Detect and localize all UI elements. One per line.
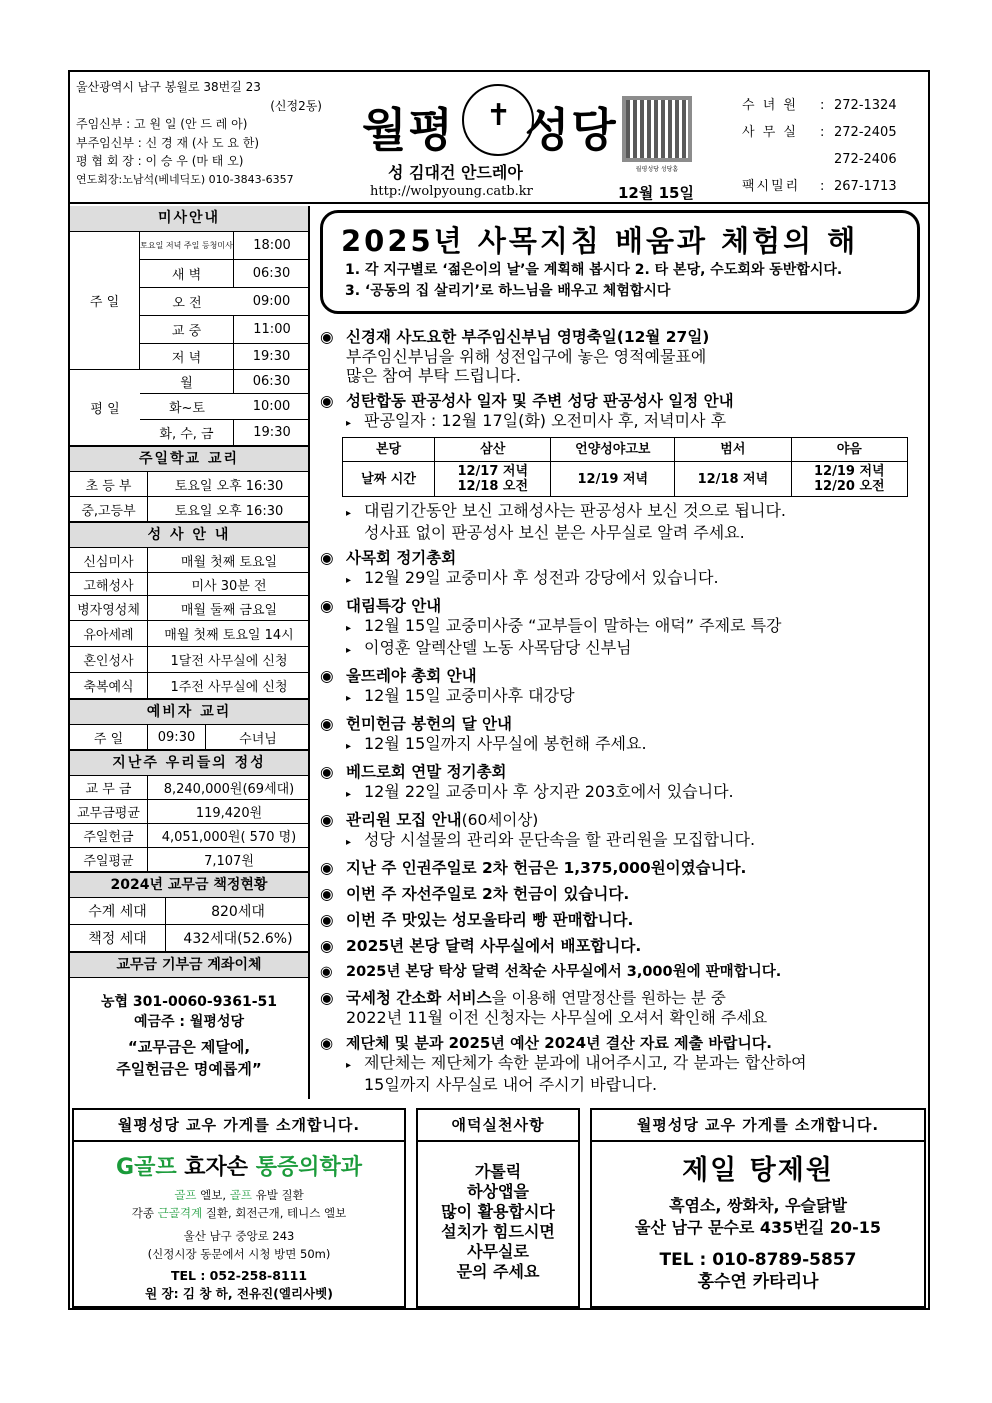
offering-value: 119,420원	[148, 800, 310, 824]
school-group: 초 등 부	[70, 472, 148, 497]
notice-body: 대림기간동안 보신 고해성사는 판공성사 보신 것으로 됩니다.	[364, 501, 787, 520]
offering-label: 주일평균	[70, 848, 148, 872]
bulletin-date: 12월 15일	[618, 184, 694, 202]
mass-name: 월	[140, 370, 234, 394]
notice-title: 국세청 간소화 서비스	[346, 989, 492, 1007]
bullet-circle-icon: ◉	[320, 859, 334, 877]
store-ad-golf	[72, 1108, 406, 1308]
contact-row: 272-2406	[834, 152, 897, 167]
bullet-circle-icon: ◉	[320, 937, 334, 955]
offering-label: 교무금평균	[70, 800, 148, 824]
offering-label: 주일헌금	[70, 824, 148, 848]
mass-time: 06:30	[234, 260, 310, 288]
triangle-bullet-icon: ▸	[346, 508, 352, 519]
school-time: 토요일 오후 16:30	[148, 472, 310, 497]
sacrament-time: 매월 첫째 토요일	[148, 548, 310, 573]
mass-time: 19:30	[234, 344, 310, 370]
assistant-pastor: 부주임신부 : 신 경 재 (사 도 요 한)	[76, 135, 260, 150]
dues-value: 820세대	[166, 898, 310, 925]
store-ad-header: 월평성당 교우 가게를 소개합니다.	[592, 1110, 924, 1142]
notice-item	[320, 911, 924, 930]
school-time: 토요일 오후 16:30	[148, 497, 310, 522]
catechumen-table	[70, 725, 308, 750]
mass-name: 새 벽	[140, 260, 234, 288]
notice-body: 많은 참여 부탁 드립니다.	[346, 366, 521, 385]
mass-name: 교 중	[140, 316, 234, 344]
notice-item	[320, 989, 924, 1027]
bullet-circle-icon: ◉	[320, 328, 334, 346]
triangle-bullet-icon: ▸	[346, 789, 352, 800]
sacrament-name: 병자영성체	[70, 596, 148, 621]
notice-title: 관리원 모집 안내	[346, 811, 462, 829]
notice-title: 사목회 정기총회	[346, 549, 457, 567]
dues-table	[70, 898, 308, 952]
store-owner: 홍수연 카타리나	[697, 1272, 819, 1292]
store-ad-header: 월평성당 교우 가게를 소개합니다.	[74, 1110, 404, 1142]
mass-schedule-title: 미사안내	[70, 206, 308, 232]
sacrament-name: 유아세례	[70, 621, 148, 647]
offering-quote-2: 주일헌금은 명예롭게”	[116, 1060, 262, 1078]
bullet-circle-icon: ◉	[320, 392, 334, 410]
notice-body: 2022년 11월 이전 신청자는 사무실에 오셔서 확인해 주세요	[346, 1008, 768, 1027]
store-address: 울산 남구 문수로 435번길 20-15	[635, 1218, 881, 1237]
catechumen-title: 예비자 교리	[70, 699, 308, 725]
table-header: 범서	[675, 438, 791, 462]
triangle-bullet-icon: ▸	[346, 693, 352, 704]
catechumen-teacher: 수녀님	[206, 725, 310, 750]
notice-body: 12월 15일 교중미사중 “교부들이 말하는 애덕” 주제로 특강	[364, 616, 782, 635]
sacrament-time: 매월 둘째 금요일	[148, 596, 310, 621]
bullet-circle-icon: ◉	[320, 667, 334, 685]
notice-title: 제단체 및 분과 2025년 예산 2024년 결산 자료 제출 바랍니다.	[346, 1034, 772, 1052]
sacrament-name: 신심미사	[70, 548, 148, 573]
mass-time: 11:00	[234, 316, 310, 344]
bullet-circle-icon: ◉	[320, 911, 334, 929]
parish-info	[76, 78, 326, 189]
triangle-bullet-icon: ▸	[346, 575, 352, 586]
contact-row: 수 녀 원 : 272-1324	[742, 98, 897, 113]
title-right: 성당	[524, 103, 618, 157]
bulletin-header	[70, 72, 928, 204]
notice-item	[320, 963, 924, 982]
triangle-bullet-icon: ▸	[346, 623, 352, 634]
notice-body: 부주임신부님을 위해 성전입구에 놓은 영적예물표에	[346, 347, 707, 366]
bullet-circle-icon: ◉	[320, 1034, 334, 1052]
mass-schedule-table	[70, 232, 308, 446]
store-directions: (신정시장 동문에서 시청 방면 50m)	[147, 1246, 331, 1261]
bullet-circle-icon: ◉	[320, 885, 334, 903]
dues-label: 책정 세대	[70, 925, 166, 952]
notice-item	[320, 937, 924, 956]
notice-title-rest: 을 이용해 연말정산를 원하는 분 중	[491, 989, 726, 1007]
notice-title: 이번 주 자선주일로 2차 헌금이 있습니다.	[346, 885, 630, 903]
sacrament-time: 1주전 사무실에 신청	[148, 673, 310, 699]
sunday-label: 주 일	[70, 232, 140, 370]
notice-title: 2025년 본당 달력 사무실에서 배포합니다.	[346, 937, 642, 955]
store-details	[592, 1195, 924, 1293]
bullet-circle-icon: ◉	[320, 763, 334, 781]
mass-name: 화~토	[140, 394, 234, 420]
sunday-school-title: 주일학교 교리	[70, 446, 308, 472]
pastor: 주임신부 : 고 원 일 (안 드 레 아)	[76, 117, 248, 131]
mass-time: 06:30	[234, 370, 310, 394]
sacrament-table	[70, 548, 308, 699]
mass-name: 화, 수, 금	[140, 420, 234, 446]
triangle-bullet-icon: ▸	[346, 741, 352, 752]
table-cell: 12/19 저녁 12/20 오전	[791, 462, 907, 497]
notice-item	[320, 597, 924, 660]
notice-item	[320, 859, 924, 878]
mass-name: 오 전	[140, 288, 234, 316]
notice-item	[320, 811, 924, 852]
sacrament-time: 1달전 사무실에 신청	[148, 647, 310, 673]
triangle-bullet-icon: ▸	[346, 837, 352, 848]
notice-item	[320, 885, 924, 904]
qr-code-icon[interactable]	[622, 96, 692, 162]
table-header: 언양성야고보	[551, 438, 675, 462]
offering-quote-1: “교무금은 제달에,	[127, 1038, 251, 1056]
website-link[interactable]: http://wolpyoung.catb.kr	[370, 184, 533, 199]
bottom-section	[70, 1108, 928, 1308]
notice-item	[320, 763, 924, 804]
mass-time: 19:30	[234, 420, 310, 446]
table-row-label: 날짜 시간	[343, 462, 435, 497]
triangle-bullet-icon: ▸	[346, 645, 352, 656]
bullet-circle-icon: ◉	[320, 549, 334, 567]
notice-body: 성당 시설물의 관리와 문단속을 할 관리원을 모집합니다.	[364, 830, 756, 849]
account-info	[70, 978, 308, 1080]
charity-header: 애덕실천사항	[418, 1110, 578, 1142]
sacrament-title: 성 사 안 내	[70, 522, 308, 548]
store-owner: 원 장: 김 창 하, 전유진(엘리사벳)	[145, 1285, 333, 1301]
bulletin-page	[68, 70, 930, 1310]
sacrament-name: 혼인성사	[70, 647, 148, 673]
charity-body: 가톨릭 하상앱을 많이 활용합시다 설치가 힘드시면 사무실로 문의 주세요	[441, 1162, 555, 1281]
address-line1: 울산광역시 남구 봉월로 38번길 23	[76, 80, 261, 94]
confession-schedule-table	[342, 437, 908, 497]
dues-label: 수계 세대	[70, 898, 166, 925]
account-number: 농협 301-0060-9361-51	[101, 994, 277, 1010]
bullet-circle-icon: ◉	[320, 597, 334, 615]
info-sidebar	[70, 206, 310, 1099]
bullet-circle-icon: ◉	[320, 715, 334, 733]
notice-title: 2025년 본당 탁상 달력 선착순 사무실에서 3,000원에 판매합니다.	[346, 964, 782, 980]
table-cell: 12/19 저녁	[551, 462, 675, 497]
notice-body: 12월 29일 교중미사 후 성전과 강당에서 있습니다.	[364, 568, 719, 587]
mass-name: 저 녁	[140, 344, 234, 370]
sunday-school-table	[70, 472, 308, 522]
account-holder: 예금주 : 월평성당	[133, 1014, 244, 1030]
catechumen-day: 주 일	[70, 725, 148, 750]
store-ad-herbal	[590, 1108, 926, 1308]
notice-list	[320, 328, 924, 1094]
notice-body: 판공일자 : 12월 17일(화) 오전미사 후, 저녁미사 후	[364, 411, 727, 430]
notice-body: 12월 22일 교중미사 후 상지관 203호에서 있습니다.	[364, 782, 734, 801]
bullet-circle-icon: ◉	[320, 989, 334, 1007]
notice-body: 15일까지 사무실로 내어 주시기 바랍니다.	[364, 1075, 658, 1094]
notice-title: 신경재 사도요한 부주임신부님 영명축일(12월 27일)	[346, 328, 710, 346]
table-cell: 12/18 저녁	[675, 462, 791, 497]
mass-name: 토요일 저녁 주일 등청미사	[140, 232, 234, 260]
church-seal-icon	[462, 84, 534, 156]
contact-row: 사 무 실 : 272-2405	[742, 125, 897, 140]
notice-title-extra: (60세이상)	[461, 811, 539, 829]
banner-line1: 1. 각 지구별로 ‘젊은이의 날’을 계획해 봅시다 2. 타 본당, 수도회와 동반합시다.	[345, 262, 843, 278]
mass-time: 09:00	[234, 288, 310, 316]
banner-title: 2025년 사목지침 배움과 체험의 해	[341, 224, 859, 258]
qr-caption: 월평성당 성당홈	[635, 166, 679, 173]
sacrament-name: 고해성사	[70, 573, 148, 596]
patron-saint: 성 김대건 안드레아	[388, 163, 523, 182]
notice-title: 헌미헌금 봉헌의 달 안내	[346, 715, 512, 733]
notice-title: 울뜨레야 총회 안내	[346, 667, 477, 685]
bullet-circle-icon: ◉	[320, 811, 334, 829]
store-address: 울산 남구 중앙로 243	[183, 1229, 295, 1243]
offering-table	[70, 776, 308, 872]
council-president: 평 협 회 장 : 이 승 우 (마 태 오)	[76, 154, 244, 168]
address-line2: (신정2동)	[270, 98, 322, 113]
notice-title: 성탄합동 판공성사 일자 및 주변 성당 판공성사 일정 안내	[346, 392, 734, 410]
bullet-circle-icon: ◉	[320, 964, 333, 980]
dues-value: 432세대(52.6%)	[166, 925, 310, 952]
notice-title: 베드로회 연말 정기총회	[346, 763, 507, 781]
contact-row: 팩시밀리 : 267-1713	[742, 179, 897, 194]
table-header: 야음	[791, 438, 907, 462]
catechumen-time: 09:30	[148, 725, 206, 750]
notice-item	[320, 392, 924, 542]
sacrament-time: 매월 첫째 토요일 14시	[148, 621, 310, 647]
table-header: 본당	[343, 438, 435, 462]
notice-body: 이영훈 알렉산델 노동 사목담당 신부님	[364, 638, 632, 657]
transfer-title: 교무금 기부금 계좌이체	[70, 952, 308, 978]
store-products: 흑염소, 쌍화차, 우슬닭발	[669, 1196, 847, 1215]
offering-label: 교 무 금	[70, 776, 148, 800]
triangle-bullet-icon: ▸	[346, 418, 352, 429]
notice-item	[320, 549, 924, 590]
dues-title: 2024년 교무금 책정현황	[70, 872, 308, 898]
charity-box	[416, 1108, 580, 1308]
mass-time: 18:00	[234, 232, 310, 260]
offering-value: 8,240,000원(69세대)	[148, 776, 310, 800]
store-details: 골프 엘보, 골프 유발 질환 각종 근골격계 질환, 회전근개, 테니스 엘보 울산 남구 중앙로 243 (신정시장 동문에서 시청 방면 50m) TEL : 052-258-8111 원 장: 김 창 하, 전유진(엘리사벳)	[74, 1187, 404, 1302]
notice-item	[320, 667, 924, 708]
store-name: 제일 탕제원	[682, 1155, 834, 1186]
school-group: 중,고등부	[70, 497, 148, 522]
banner-line2: 3. ‘공동의 집 살리기’로 하느님을 배우고 체험합시다	[345, 283, 671, 299]
title-left: 월평	[362, 103, 455, 157]
notice-body: 12월 15일 교중미사후 대강당	[364, 686, 575, 705]
store-phone: TEL : 010-8789-5857	[659, 1250, 857, 1270]
sacrament-time: 미사 30분 전	[148, 573, 310, 596]
contact-list	[742, 92, 897, 200]
offering-value: 7,107원	[148, 848, 310, 872]
notice-item	[320, 328, 924, 385]
offering-title: 지난주 우리들의 정성	[70, 750, 308, 776]
table-header: 삼산	[435, 438, 551, 462]
notice-column	[312, 206, 928, 1099]
notice-body: 제단체는 제단체가 속한 분과에 내어주시고, 각 분과는 합산하여	[364, 1053, 807, 1072]
store-name: G골프 효자손 통증의학과	[116, 1155, 362, 1180]
notice-title: 지난 주 인권주일로 2차 헌금은 1,375,000원이였습니다.	[346, 859, 747, 877]
notice-body: 12월 15일까지 사무실에 봉헌해 주세요.	[364, 734, 647, 753]
store-phone: TEL : 052-258-8111	[170, 1268, 308, 1283]
offering-value: 4,051,000원( 570 명)	[148, 824, 310, 848]
notice-item	[320, 1034, 924, 1094]
elder-president: 연도회장:노남석(베네딕도) 010-3843-6357	[76, 172, 294, 186]
notice-item	[320, 715, 924, 756]
notice-title: 대림특강 안내	[346, 597, 442, 615]
sacrament-name: 축복예식	[70, 673, 148, 699]
notice-title: 이번 주 맛있는 성모울타리 빵 판매합니다.	[346, 911, 634, 929]
pastoral-banner	[320, 210, 920, 314]
table-cell: 12/17 저녁 12/18 오전	[435, 462, 551, 497]
weekday-label: 평 일	[70, 370, 140, 446]
triangle-bullet-icon: ▸	[346, 1060, 352, 1071]
mass-time: 10:00	[234, 394, 310, 420]
notice-body: 성사표 없이 판공성사 보신 분은 사무실로 알려 주세요.	[364, 523, 745, 542]
